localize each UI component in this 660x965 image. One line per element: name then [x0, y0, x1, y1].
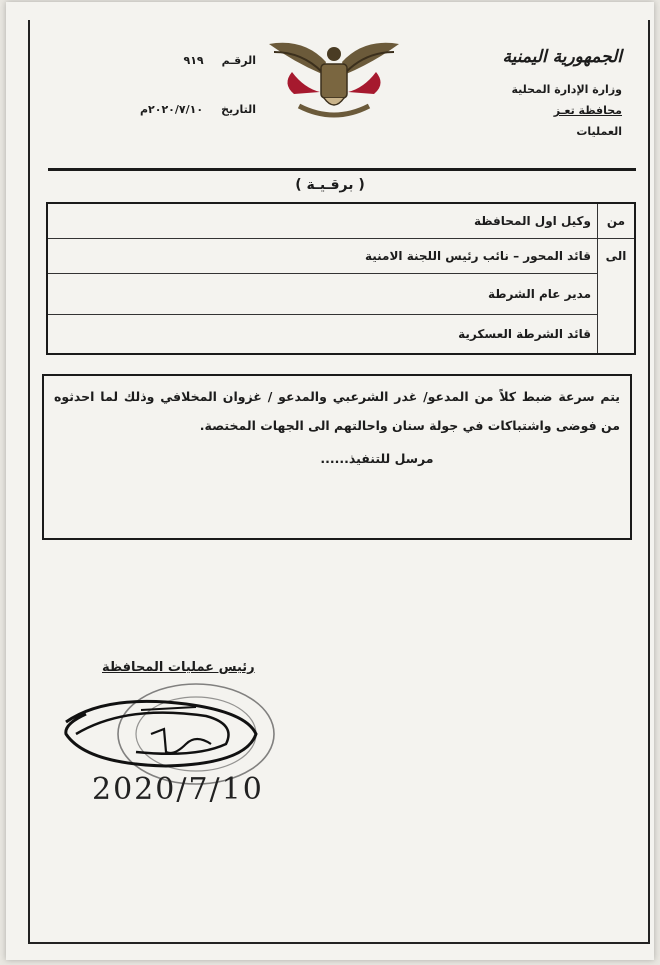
to-row [47, 239, 635, 274]
date-row [106, 103, 256, 116]
reference-row [106, 54, 256, 67]
reference-label: الرقـم [221, 54, 256, 67]
message-box [42, 374, 632, 540]
header-divider [48, 168, 636, 171]
handwritten-date: 2020/7/10 [92, 772, 264, 807]
yemen-eagle-emblem-icon [264, 32, 404, 122]
signatory-title: رئيس عمليات المحافظة [102, 660, 255, 675]
document-type: ( برقـيـة ) [295, 177, 365, 193]
reference-number: ٩١٩ [183, 54, 204, 67]
recipient-1: قائد المحور – نائب رئيس اللجنة الامنية [47, 239, 598, 274]
from-row [47, 203, 635, 239]
address-table [46, 202, 636, 355]
letterhead-right [462, 47, 622, 146]
date-label: التاريخ [221, 103, 256, 116]
country-name: الجمهورية اليمنية [502, 47, 622, 67]
to-row [47, 274, 635, 315]
to-label: الى [598, 239, 636, 355]
recipient-3: قائد الشرطة العسكرية [47, 315, 598, 355]
document-page [6, 2, 654, 960]
ministry-name: وزارة الإدارة المحلية [511, 83, 622, 96]
to-row [47, 315, 635, 355]
governorate-name: محافظة تعـز [553, 104, 622, 117]
message-body: يتم سرعة ضبط كلاً من المدعو/ غدر الشرعبي والمدعو / غزوان المخلافي وذلك لما احدثوه من فوضى واشتباكات في جولة سنان واحالتهم الى الجهات المختصة. [54, 389, 620, 433]
from-value: وكيل اول المحافظة [47, 203, 598, 239]
date-value: ٢٠٢٠/٧/١٠م [139, 103, 204, 116]
recipient-2: مدير عام الشرطة [47, 274, 598, 315]
letterhead-left [106, 54, 256, 152]
from-label: من [598, 203, 636, 239]
message-closing: مرسل للتنفيذ...... [320, 451, 434, 466]
department-name: العمليات [576, 125, 622, 138]
